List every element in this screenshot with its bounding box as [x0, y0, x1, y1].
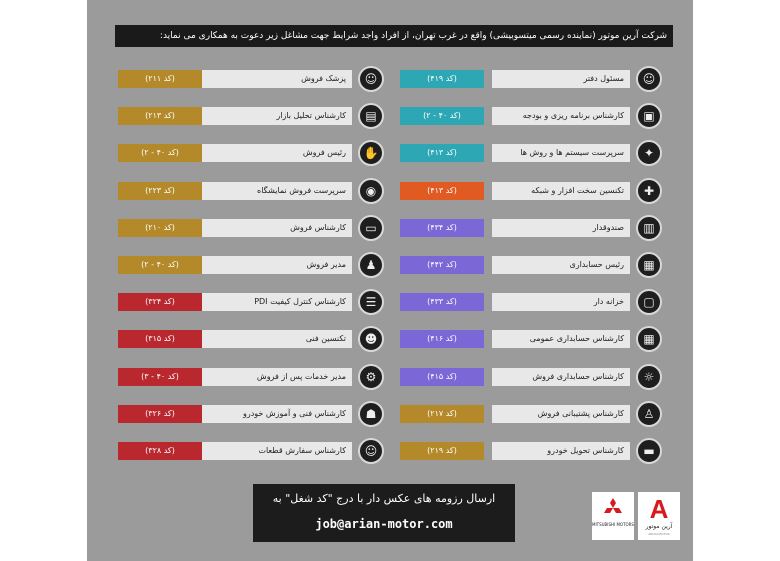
cashier-icon: ▥ — [636, 215, 662, 241]
job-title: تکنسین سخت افزار و شبکه — [492, 182, 630, 200]
job-code-badge: (کد ۴۱۵) — [400, 368, 484, 386]
job-title: خزانه دار — [492, 293, 630, 311]
arian-sub-text: ARIAN MOTOR — [648, 532, 670, 536]
mitsubishi-diamonds-icon — [603, 498, 623, 518]
job-title: کارشناس حسابداری عمومی — [492, 330, 630, 348]
send-resume-text: ارسال رزومه های عکس دار با درج "کد شغل" به — [272, 492, 496, 505]
person-icon: ☺ — [358, 438, 384, 464]
people-icon: ☺ — [358, 66, 384, 92]
handshake-icon: ✋ — [358, 140, 384, 166]
job-code-badge: (کد ۴۰ - ۲) — [400, 107, 484, 125]
job-code-badge: (کد ۲۱۷) — [400, 405, 484, 423]
application-box — [253, 484, 515, 542]
job-title: کارشناس حسابداری فروش — [492, 368, 630, 386]
job-title: کارشناس فنی و آموزش خودرو — [202, 405, 352, 423]
car-front-icon: ◉ — [358, 178, 384, 204]
job-row — [118, 144, 384, 162]
job-title: رئیس حسابداری — [492, 256, 630, 274]
planner-icon: ▣ — [636, 103, 662, 129]
job-row — [400, 107, 662, 125]
job-title: کارشناس تحویل خودرو — [492, 442, 630, 460]
calculator-icon: ▦ — [636, 326, 662, 352]
job-code-badge: (کد ۳۲۴) — [118, 293, 202, 311]
job-row — [118, 368, 384, 386]
job-row — [400, 182, 662, 200]
car-side-icon: ▭ — [358, 215, 384, 241]
chart-icon: ▤ — [358, 103, 384, 129]
job-code-badge: (کد ۳۲۶) — [118, 405, 202, 423]
job-row — [400, 368, 662, 386]
job-code-badge: (کد ۴۳۴) — [400, 219, 484, 237]
job-row — [400, 144, 662, 162]
job-code-badge: (کد ۴۰ - ۳) — [118, 368, 202, 386]
job-title: مدیر خدمات پس از فروش — [202, 368, 352, 386]
job-code-badge: (کد ۴۴۲) — [400, 256, 484, 274]
mitsubishi-text: MITSUBISHI MOTORS — [592, 522, 634, 527]
job-title: کارشناس سفارش قطعات — [202, 442, 352, 460]
job-row — [118, 107, 384, 125]
email-link[interactable]: job@arian-motor.com — [315, 517, 453, 531]
job-title: کارشناس کنترل کیفیت PDI — [202, 293, 352, 311]
job-title: مسئول دفتر — [492, 70, 630, 88]
safe-icon: ▢ — [636, 289, 662, 315]
job-code-badge: (کد ۳۱۵) — [118, 330, 202, 348]
job-code-badge: (کد ۴۱۶) — [400, 330, 484, 348]
mitsubishi-logo — [592, 492, 634, 540]
job-code-badge: (کد ۲۱۱) — [118, 70, 202, 88]
job-row — [118, 70, 384, 88]
gears-icon: ⚙ — [358, 364, 384, 390]
support-icon: ♙ — [636, 401, 662, 427]
trainer-icon: ☗ — [358, 401, 384, 427]
job-title: کارشناس تحلیل بازار — [202, 107, 352, 125]
job-row — [400, 330, 662, 348]
job-row — [400, 442, 662, 460]
job-row — [400, 70, 662, 88]
checklist-icon: ☰ — [358, 289, 384, 315]
job-title: مدیر فروش — [202, 256, 352, 274]
job-row — [400, 219, 662, 237]
job-title: کارشناس فروش — [202, 219, 352, 237]
job-title: تکنسین فنی — [202, 330, 352, 348]
bulb-icon: ☼ — [636, 364, 662, 390]
arian-motor-logo — [638, 492, 680, 540]
job-code-badge: (کد ۴۱۳) — [400, 182, 484, 200]
job-code-badge: (کد ۴۰ - ۲) — [118, 256, 202, 274]
network-icon: ✦ — [636, 140, 662, 166]
job-code-badge: (کد ۲۱۳) — [118, 107, 202, 125]
job-row — [118, 182, 384, 200]
arian-letter-mark: A — [649, 494, 669, 524]
job-code-badge: (کد ۴۱۹) — [400, 70, 484, 88]
job-row — [400, 293, 662, 311]
team-icon: ♟ — [358, 252, 384, 278]
job-title: رئیس فروش — [202, 144, 352, 162]
job-code-badge: (کد ۴۱۳) — [400, 144, 484, 162]
job-title: سرپرست سیستم ها و روش ها — [492, 144, 630, 162]
delivery-icon: ▬ — [636, 438, 662, 464]
job-title: سرپرست فروش نمایشگاه — [202, 182, 352, 200]
technician-icon: ☻ — [358, 326, 384, 352]
job-code-badge: (کد ۲۱۰) — [118, 219, 202, 237]
group-icon: ☺ — [636, 66, 662, 92]
job-title: کارشناس پشتیبانی فروش — [492, 405, 630, 423]
job-row — [118, 442, 384, 460]
job-title: صندوقدار — [492, 219, 630, 237]
job-row — [118, 293, 384, 311]
job-code-badge: (کد ۴۰ - ۲) — [118, 144, 202, 162]
accounting-icon: ▦ — [636, 252, 662, 278]
job-title: پزشک فروش — [202, 70, 352, 88]
job-row — [118, 256, 384, 274]
job-code-badge: (کد ۲۱۹) — [400, 442, 484, 460]
job-code-badge: (کد ۳۲۸) — [118, 442, 202, 460]
job-title: کارشناس برنامه ریزی و بودجه — [492, 107, 630, 125]
arian-brand-text: آرین موتور — [645, 523, 673, 530]
job-row — [118, 219, 384, 237]
page-header: شرکت آرین موتور (نماینده رسمی میتسوبیشی) واقع در غرب تهران، از افراد واجد شرایط جهت مشاغل زیر دعوت به همکاری می نماید: — [115, 25, 673, 47]
job-row — [400, 405, 662, 423]
hardware-icon: ✚ — [636, 178, 662, 204]
job-row — [118, 405, 384, 423]
job-row — [400, 256, 662, 274]
job-code-badge: (کد ۴۳۳) — [400, 293, 484, 311]
job-code-badge: (کد ۲۲۳) — [118, 182, 202, 200]
job-row — [118, 330, 384, 348]
